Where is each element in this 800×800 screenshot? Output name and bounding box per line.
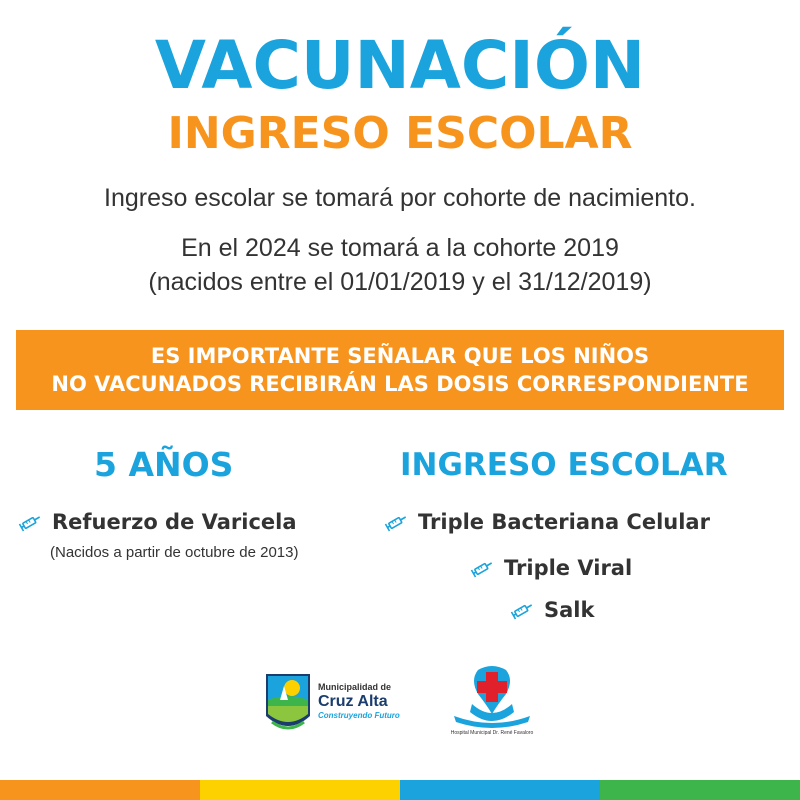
syringe-icon bbox=[18, 512, 44, 532]
footer-stripe-green bbox=[600, 780, 800, 800]
vaccine-note: (Nacidos a partir de octubre de 2013) bbox=[50, 544, 299, 561]
vaccine-item-salk bbox=[510, 598, 594, 622]
intro-line-2: En el 2024 se tomará a la cohorte 2019 bbox=[181, 234, 619, 262]
vaccine-label: Salk bbox=[544, 598, 595, 622]
footer-stripe-blue bbox=[400, 780, 600, 800]
left-column-heading: 5 AÑOS bbox=[94, 445, 234, 484]
vaccine-label: Refuerzo de Varicela bbox=[52, 510, 297, 534]
banner-line-1: ES IMPORTANTE SEÑALAR QUE LOS NIÑOS bbox=[150, 344, 650, 368]
page-title: VACUNACIÓN bbox=[154, 27, 646, 104]
syringe-icon bbox=[510, 600, 536, 620]
right-column-heading: INGRESO ESCOLAR bbox=[400, 447, 728, 483]
notice-banner bbox=[16, 330, 784, 410]
intro-line-3: (nacidos entre el 01/01/2019 y el 31/12/2019) bbox=[148, 268, 652, 296]
vaccine-item-varicela bbox=[18, 510, 297, 534]
intro-line-1: Ingreso escolar se tomará por cohorte de nacimiento. bbox=[104, 184, 696, 212]
footer-stripe-orange bbox=[0, 780, 200, 800]
municipality-emblem-icon bbox=[262, 670, 314, 738]
syringe-icon bbox=[384, 512, 410, 532]
footer-stripe-yellow bbox=[200, 780, 400, 800]
vaccine-item-triple-bacteriana bbox=[384, 510, 710, 534]
municipality-slogan: Construyendo Futuro bbox=[318, 711, 400, 720]
vaccine-label: Triple Bacteriana Celular bbox=[418, 510, 710, 534]
syringe-icon bbox=[470, 558, 496, 578]
hospital-logo bbox=[440, 664, 544, 744]
hospital-caption: Hospital Municipal Dr. René Favaloro bbox=[450, 730, 534, 736]
hospital-cross-icon bbox=[440, 664, 544, 730]
page-subtitle: INGRESO ESCOLAR bbox=[167, 108, 633, 159]
municipality-name-line1: Municipalidad de bbox=[318, 682, 392, 692]
municipality-logo bbox=[262, 670, 402, 738]
vaccine-label: Triple Viral bbox=[504, 556, 633, 580]
municipality-name-line2: Cruz Alta bbox=[318, 693, 388, 710]
vaccine-item-triple-viral bbox=[470, 556, 632, 580]
banner-line-2: NO VACUNADOS RECIBIRÁN LAS DOSIS CORRESPONDIENTE bbox=[51, 372, 749, 396]
